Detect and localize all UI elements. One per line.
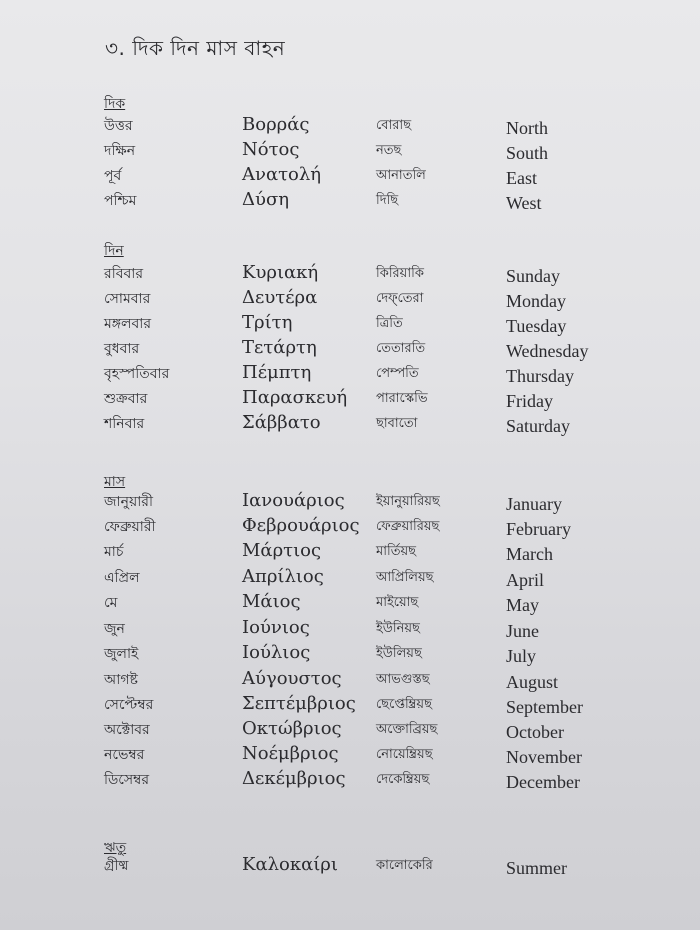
vocab-row [0,189,700,213]
greek-word: Ιανουάριος [242,490,345,511]
bengali-word: শুক্রবার [104,391,148,407]
greek-word: Δύση [242,189,290,210]
transliteration: পারাস্কেভি [376,391,428,406]
vocab-row [0,515,700,539]
greek-word: Καλοκαίρι [242,854,338,875]
english-word: December [506,772,580,792]
english-word: Friday [506,391,553,411]
bengali-word: ডিসেম্বর [104,772,150,788]
vocab-row [0,617,700,641]
bengali-word: জুন [104,621,125,637]
transliteration: আপ্রিলিয়ছ [376,570,434,585]
bengali-word: মে [104,595,118,611]
vocab-row [0,718,700,742]
transliteration: নতছ [376,143,402,158]
english-word: Thursday [506,366,574,386]
greek-word: Σάββατο [242,412,321,433]
vocab-row [0,387,700,411]
greek-word: Απρίλιος [242,566,324,587]
greek-word: Δεκέμβριος [242,768,346,789]
transliteration: মাইয়োছ [376,595,419,610]
transliteration: ইউনিয়ছ [376,621,420,636]
greek-word: Νοέμβριος [242,743,339,764]
transliteration: পেম্পতি [376,366,419,381]
greek-word: Αύγουστος [242,668,342,689]
section-heading: ঋতু [104,840,127,856]
bengali-word: দক্ষিন [104,143,136,159]
greek-word: Κυριακή [242,262,319,283]
vocab-row [0,540,700,564]
transliteration: আভগুস্তছ [376,672,430,687]
vocab-row [0,287,700,311]
english-word: November [506,747,582,767]
english-word: North [506,118,548,138]
greek-word: Μάιος [242,591,301,612]
transliteration: তেতারতি [376,341,426,356]
transliteration: দেফ্‌তেরা [376,291,424,306]
english-word: Monday [506,291,566,311]
vocab-row [0,566,700,590]
english-word: Summer [506,858,567,878]
bengali-word: অক্টোবর [104,722,150,738]
english-word: June [506,621,539,641]
transliteration: ফেব্রুয়ারিয়ছ [376,519,440,534]
greek-word: Δευτέρα [242,287,318,308]
bengali-word: শনিবার [104,416,145,432]
bengali-word: গ্রীষ্ম [104,858,129,874]
vocab-row [0,854,700,878]
greek-word: Οκτώβριος [242,718,342,739]
transliteration: দিছি [376,193,399,208]
transliteration: আনাতলি [376,168,426,183]
english-word: Sunday [506,266,560,286]
transliteration: দেকেম্ব্রিয়ছ [376,772,430,787]
bengali-word: উত্তর [104,118,133,134]
vocab-row [0,768,700,792]
bengali-word: পশ্চিম [104,193,137,209]
section-heading: দিন [104,243,124,259]
transliteration: ছাবাতো [376,416,418,431]
transliteration: ছেপ্তেম্ব্রিয়ছ [376,697,432,712]
vocab-row [0,668,700,692]
english-word: South [506,143,549,163]
transliteration: ইয়ানুয়ারিয়ছ [376,494,440,509]
english-word: Saturday [506,416,570,436]
transliteration: ইউলিয়ছ [376,646,422,661]
bengali-word: বৃহস্পতিবার [104,366,170,382]
bengali-word: সোমবার [104,291,151,307]
transliteration: নোয়েম্ব্রিয়ছ [376,747,433,762]
english-word: May [506,595,539,615]
greek-word: Μάρτιος [242,540,322,561]
vocab-row [0,362,700,386]
english-word: March [506,544,553,564]
section-heading: দিক [104,96,126,112]
english-word: Wednesday [506,341,589,361]
bengali-word: মার্চ [104,544,124,560]
transliteration: মার্তিয়ছ [376,544,416,559]
transliteration: কালোকেরি [376,858,433,873]
bengali-word: সেপ্টেম্বর [104,697,154,713]
greek-word: Ιούνιος [242,617,310,638]
vocab-row [0,693,700,717]
greek-word: Παρασκευή [242,387,348,408]
english-word: West [506,193,542,213]
bengali-word: এপ্রিল [104,570,140,586]
english-word: January [506,494,562,514]
vocab-row [0,312,700,336]
vocab-row [0,262,700,286]
bengali-word: ফেব্রুয়ারী [104,519,156,535]
bengali-word: বুধবার [104,341,140,357]
greek-word: Πέμπτη [242,362,312,383]
transliteration: ত্রিতি [376,316,403,331]
greek-word: Σεπτέμβριος [242,693,356,714]
transliteration: কিরিয়াকি [376,266,424,281]
vocab-row [0,337,700,361]
greek-word: Τετάρτη [242,337,317,358]
vocab-row [0,642,700,666]
greek-word: Φεβρουάριος [242,515,360,536]
vocab-row [0,139,700,163]
bengali-word: জানুয়ারী [104,494,153,510]
english-word: Tuesday [506,316,567,336]
greek-word: Τρίτη [242,312,293,333]
transliteration: অক্তোব্রিয়ছ [376,722,438,737]
bengali-word: রবিবার [104,266,144,282]
english-word: August [506,672,559,692]
english-word: October [506,722,564,742]
greek-word: Νότος [242,139,300,160]
vocab-row [0,412,700,436]
vocab-row [0,490,700,514]
section-heading: মাস [104,474,126,490]
vocab-row [0,114,700,138]
greek-word: Ιούλιος [242,642,311,663]
english-word: February [506,519,571,539]
english-word: East [506,168,537,188]
english-word: April [506,570,544,590]
transliteration: বোরাছ [376,118,412,133]
bengali-word: জুলাই [104,646,139,662]
bengali-word: আগষ্ট [104,672,138,688]
vocab-row [0,591,700,615]
vocab-row [0,164,700,188]
greek-word: Βορράς [242,114,310,135]
page-title: ৩. দিক দিন মাস বাহন [105,36,286,60]
english-word: July [506,646,537,666]
bengali-word: নভেম্বর [104,747,145,763]
vocab-row [0,743,700,767]
greek-word: Ανατολή [242,164,322,185]
english-word: September [506,697,583,717]
bengali-word: পূর্ব [104,168,122,184]
bengali-word: মঙ্গলবার [104,316,152,332]
